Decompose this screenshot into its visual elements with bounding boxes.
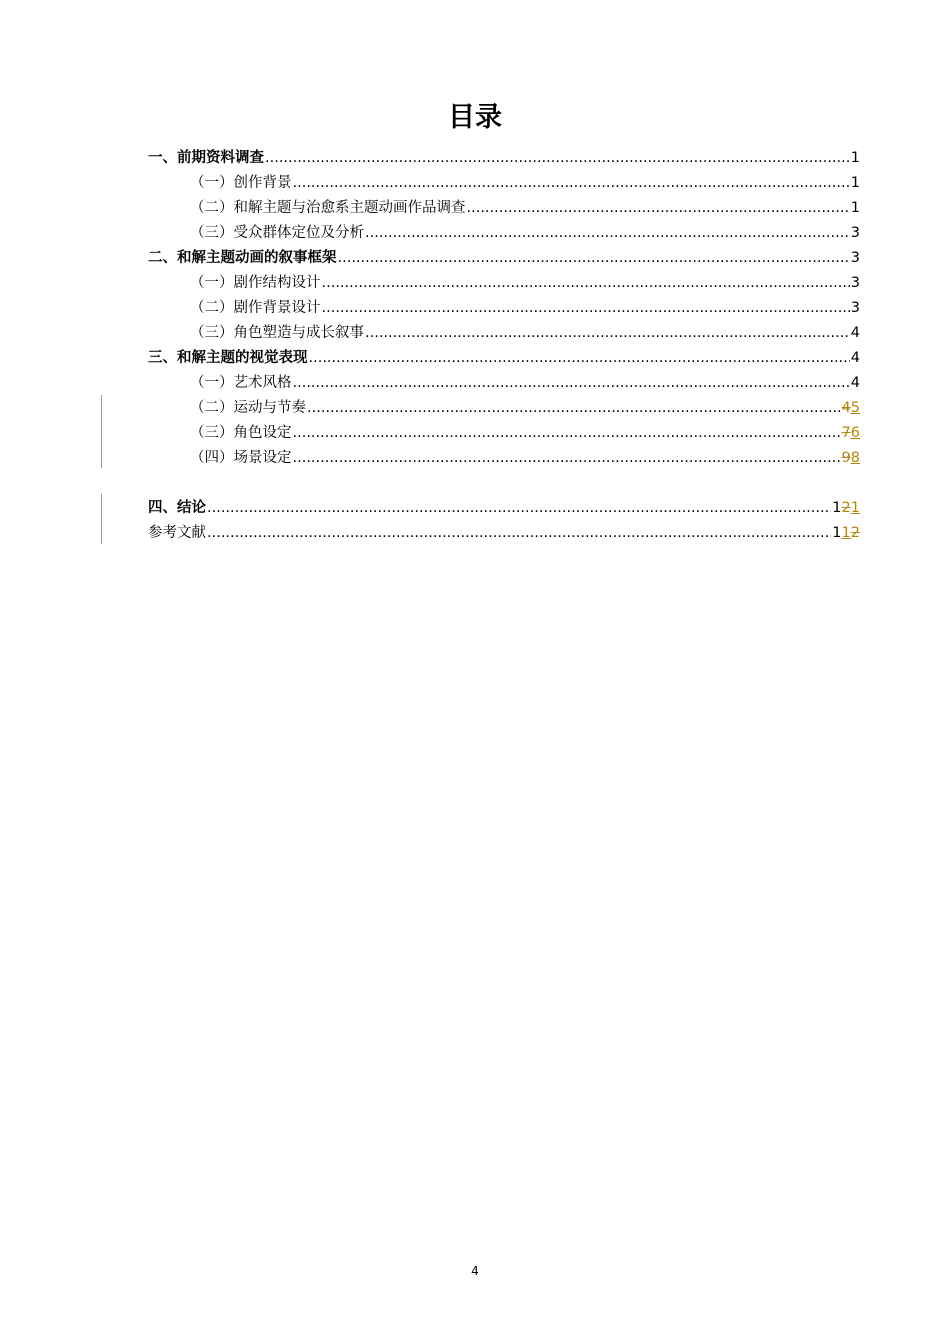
page-number: 4 — [471, 1264, 479, 1278]
toc-entry-label: （三）角色塑造与成长叙事 — [190, 325, 364, 341]
toc-entry[interactable] — [148, 421, 860, 446]
toc-entry-label: （一）剧作结构设计 — [190, 275, 321, 291]
deleted-page-number: 9 — [841, 450, 851, 466]
dot-leader — [322, 296, 850, 321]
dot-leader — [293, 446, 841, 471]
dot-leader — [322, 271, 850, 296]
toc-entry-page: 4 — [850, 375, 860, 391]
dot-leader — [307, 396, 841, 421]
toc-entry-label: 一、前期资料调查 — [148, 150, 264, 166]
toc-entry-label: 参考文献 — [148, 525, 206, 541]
toc-entry[interactable] — [148, 396, 860, 421]
toc-entry-page — [832, 496, 860, 521]
toc-entry[interactable] — [148, 271, 860, 296]
inserted-page-number: 1 — [841, 525, 851, 541]
change-bar — [101, 395, 102, 468]
toc-entry-label: 三、和解主题的视觉表现 — [148, 350, 308, 366]
toc-entry-label: （二）运动与节奏 — [190, 400, 306, 416]
toc-entry-label: （三）角色设定 — [190, 425, 292, 441]
toc-entry-label: （三）受众群体定位及分析 — [190, 225, 364, 241]
dot-leader — [207, 521, 831, 546]
toc-entry-page: 1 — [850, 150, 860, 166]
toc-entry-page: 1 — [850, 175, 860, 191]
deleted-page-number: 7 — [841, 425, 851, 441]
deleted-page-number: 2 — [841, 500, 851, 516]
toc-entry-label: （二）剧作背景设计 — [190, 300, 321, 316]
inserted-page-number: 8 — [850, 450, 860, 466]
page-number-prefix: 1 — [832, 500, 842, 516]
toc-entry-label: 四、结论 — [148, 500, 206, 516]
toc-entry-label: （一）创作背景 — [190, 175, 292, 191]
deleted-page-number: 4 — [841, 400, 851, 416]
blank-line — [148, 471, 860, 496]
toc-entry-label: （二）和解主题与治愈系主题动画作品调查 — [190, 200, 466, 216]
inserted-page-number: 6 — [850, 425, 860, 441]
toc-entry[interactable] — [148, 371, 860, 396]
toc-entry-label: （一）艺术风格 — [190, 375, 292, 391]
toc-entry-page — [842, 421, 860, 446]
toc-entry-page — [842, 446, 860, 471]
dot-leader — [365, 221, 850, 246]
inserted-page-number: 1 — [850, 500, 860, 516]
dot-leader — [309, 346, 850, 371]
dot-leader — [365, 321, 850, 346]
toc-entry[interactable] — [148, 446, 860, 471]
inserted-page-number: 5 — [850, 400, 860, 416]
toc-entry-page: 3 — [850, 250, 860, 266]
toc-entry-page: 3 — [850, 225, 860, 241]
toc-entry-page: 3 — [850, 300, 860, 316]
toc-entry-page — [832, 521, 860, 546]
page-number-prefix: 1 — [832, 525, 842, 541]
toc-entry[interactable] — [148, 321, 860, 346]
toc-entry-page: 4 — [850, 350, 860, 366]
toc-title: 目录 — [448, 102, 502, 133]
dot-leader — [293, 171, 850, 196]
dot-leader — [293, 371, 850, 396]
toc-entry-label: 二、和解主题动画的叙事框架 — [148, 250, 337, 266]
toc-entry-page: 1 — [850, 200, 860, 216]
change-bar — [101, 494, 102, 544]
dot-leader — [338, 246, 850, 271]
toc-entry[interactable] — [148, 221, 860, 246]
dot-leader — [207, 496, 831, 521]
toc-entry-page: 3 — [850, 275, 860, 291]
toc-entry[interactable] — [148, 496, 860, 521]
dot-leader — [265, 146, 850, 171]
deleted-page-number: 2 — [850, 525, 860, 541]
toc-entry[interactable] — [148, 246, 860, 271]
toc-entry-page — [842, 396, 860, 421]
toc-entry[interactable] — [148, 146, 860, 171]
toc-entry[interactable] — [148, 171, 860, 196]
toc-entry[interactable] — [148, 296, 860, 321]
toc-entry[interactable] — [148, 521, 860, 546]
toc-entry[interactable] — [148, 346, 860, 371]
table-of-contents — [148, 146, 860, 546]
dot-leader — [467, 196, 850, 221]
toc-entry-label: （四）场景设定 — [190, 450, 292, 466]
dot-leader — [293, 421, 841, 446]
toc-entry[interactable] — [148, 196, 860, 221]
toc-entry-page: 4 — [850, 325, 860, 341]
